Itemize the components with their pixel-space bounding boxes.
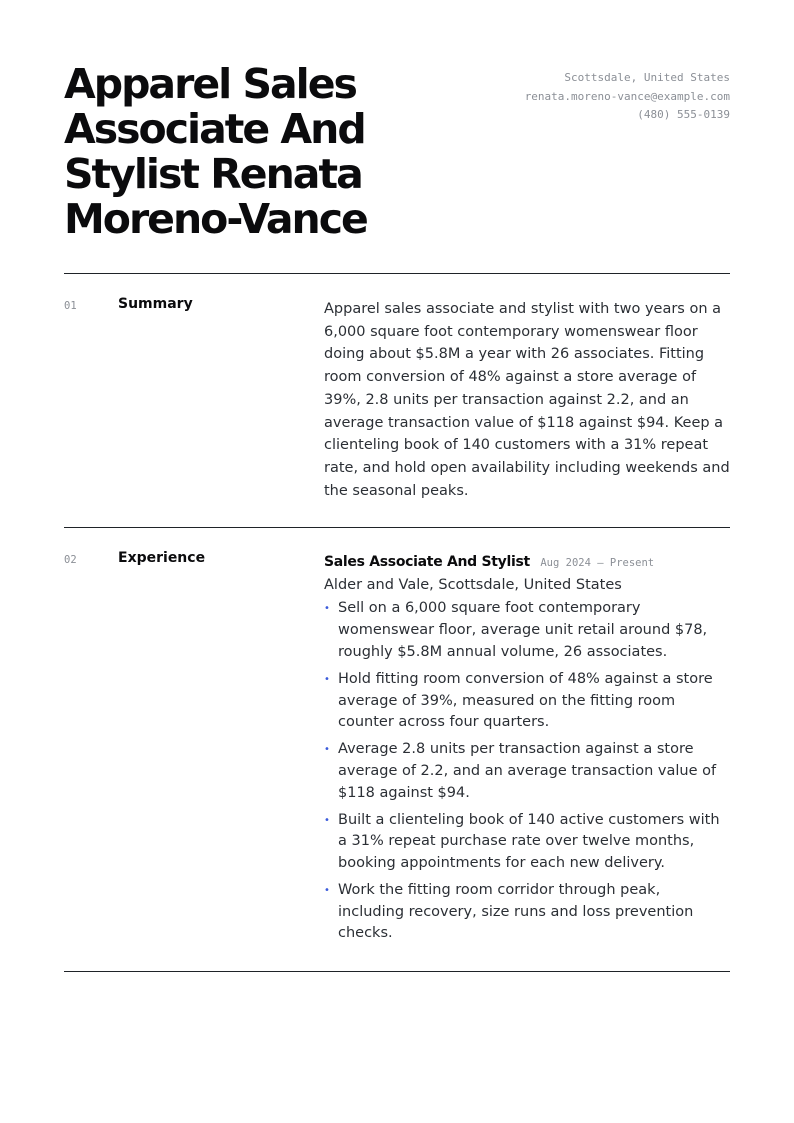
resume-header — [64, 0, 730, 274]
bullet-text: Hold fitting room conversion of 48% against a store average of 39%, measured on the fitting room counter across four quarters. — [338, 670, 713, 731]
job-company: Alder and Vale, Scottsdale, United States — [324, 577, 622, 594]
job-dates: Aug 2024 — Present — [540, 557, 655, 570]
contact-block — [525, 69, 730, 125]
job-heading — [324, 552, 730, 573]
section-number: 01 — [64, 300, 77, 312]
job-title: Sales Associate And Stylist — [324, 554, 530, 571]
bullet-item — [324, 810, 730, 875]
section-number: 02 — [64, 554, 77, 567]
bullet-dot-icon: • — [324, 673, 330, 685]
bullet-item — [324, 669, 730, 734]
bullet-text: Sell on a 6,000 square foot contemporary womenswear floor, average unit retail around $78, roughly $5.8M annual volume, 26 associates. — [338, 600, 708, 660]
section-label: Experience — [118, 550, 206, 567]
bullet-item — [324, 598, 730, 663]
bullet-text: Average 2.8 units per transaction against a store average of 2.2, and an average transaction value of $118 against $94. — [338, 741, 717, 801]
bullet-dot-icon: • — [324, 744, 330, 756]
contact-email: renata.moreno-vance@example.com — [524, 89, 730, 103]
contact-location: Scottsdale, United States — [564, 71, 730, 84]
summary-body — [324, 298, 730, 502]
contact-phone: (480) 555-0139 — [637, 108, 730, 121]
bullet-text: Built a clienteling book of 140 active customers with a 31% repeat purchase rate over twelve months, booking appointments for each new delivery. — [338, 811, 720, 872]
candidate-name: Apparel Sales Associate And Stylist Renata Moreno-Vance — [64, 60, 367, 243]
bullet-dot-icon: • — [324, 603, 330, 615]
bullet-item — [324, 880, 730, 945]
bullet-dot-icon: • — [324, 814, 330, 826]
section-label: Summary — [118, 296, 193, 312]
experience-section — [64, 528, 730, 972]
bullet-text: Work the fitting room corridor through peak, including recovery, size runs and loss prevention checks. — [338, 881, 694, 942]
job-bullets — [324, 598, 730, 945]
summary-text: Apparel sales associate and stylist with two years on a 6,000 square foot contemporary womenswear floor doing about $5.8M a year with 26 associates. Fitting room conversion of 48% against a store average of 39%, 2.8 units per transaction against 2.2, and an average transaction value of $118 against $94. Keep a clienteling book of 140 customers with a 31% repeat rate, and hold open availability including weekends and the seasonal peaks. — [324, 301, 730, 499]
job-entry — [324, 552, 730, 945]
bullet-dot-icon: • — [324, 884, 330, 896]
experience-body — [324, 552, 730, 945]
summary-section — [64, 274, 730, 528]
bullet-item — [324, 739, 730, 804]
resume-page — [64, 0, 730, 972]
